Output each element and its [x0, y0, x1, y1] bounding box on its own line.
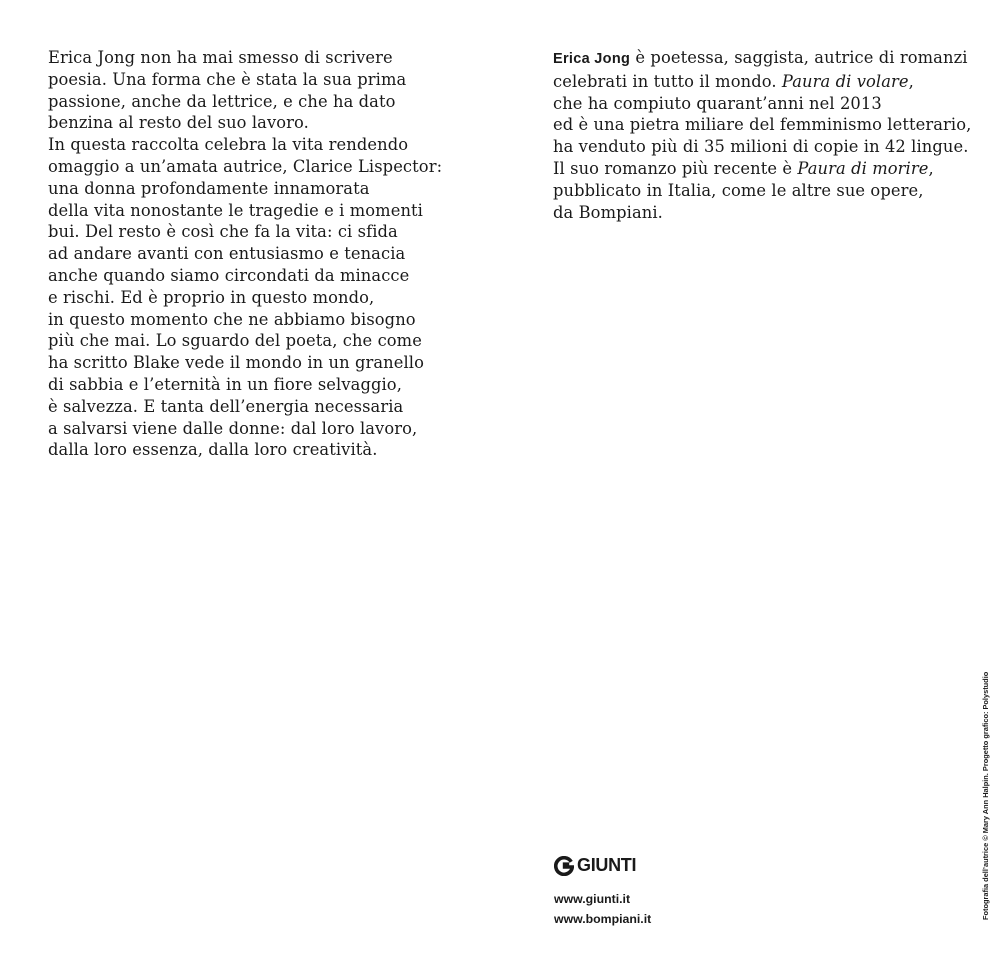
bio-line: da Bompiani.	[553, 202, 663, 222]
bio-line: ha venduto più di 35 milioni di copie in 42 lingue.	[553, 137, 969, 157]
book-title: Paura di volare	[781, 71, 909, 91]
description-line: ad andare avanti con entusiasmo e tenacia	[48, 244, 406, 264]
description-line: è salvezza. E tanta dell’energia necessaria	[48, 396, 404, 416]
bompiani-link[interactable]: www.bompiani.it	[554, 912, 652, 926]
bio-line: pubblicato in Italia, come le altre sue opere,	[553, 180, 924, 200]
bio-line: ed è una pietra miliare del femminismo letterario,	[553, 115, 972, 135]
description-text	[48, 47, 448, 461]
bio-text: è poetessa, saggista, autrice di romanzi	[630, 48, 968, 67]
photo-credit: Fotografia dell’autrice © Mary Ann Halpin. Progetto grafico: Polystudio	[981, 671, 990, 920]
bio-line: che ha compiuto quarant’anni nel 2013	[553, 93, 882, 113]
giunti-link[interactable]: www.giunti.it	[554, 892, 631, 906]
description-line: in questo momento che ne abbiamo bisogno	[48, 309, 416, 329]
bio-line	[553, 158, 983, 180]
bio-text: Il suo romanzo più recente è	[553, 158, 798, 178]
description-line: una donna profondamente innamorata	[48, 178, 370, 198]
book-title: Paura di morire	[797, 158, 929, 178]
author-name: Erica Jong	[553, 51, 631, 67]
description-line: In questa raccolta celebra la vita rendendo	[48, 135, 409, 155]
description-line: poesia. Una forma che è stata la sua prima	[48, 69, 407, 89]
description-line: dalla loro essenza, dalla loro creatività.	[48, 440, 378, 460]
bio-text: ,	[908, 71, 914, 91]
description-line: Erica Jong non ha mai smesso di scrivere	[48, 48, 393, 67]
description-line: anche quando siamo circondati da minacce	[48, 265, 410, 285]
giunti-g-icon	[554, 856, 574, 876]
description-line: bui. Del resto è così che fa la vita: ci sfida	[48, 222, 398, 242]
publisher-logo	[554, 855, 636, 876]
description-line: benzina al resto del suo lavoro.	[48, 113, 309, 133]
description-line: più che mai. Lo sguardo del poeta, che come	[48, 331, 422, 351]
description-line: di sabbia e l’eternità in un fiore selvaggio,	[48, 374, 402, 394]
publisher-urls	[554, 889, 651, 929]
description-line: omaggio a un’amata autrice, Clarice Lispector:	[48, 156, 443, 176]
bio-text: celebrati in tutto il mondo.	[553, 71, 782, 91]
description-line: e rischi. Ed è proprio in questo mondo,	[48, 287, 375, 307]
description-line: ha scritto Blake vede il mondo in un granello	[48, 353, 424, 373]
bio-text: ,	[928, 158, 934, 178]
description-line: passione, anche da lettrice, e che ha dato	[48, 91, 396, 111]
description-line: della vita nonostante le tragedie e i momenti	[48, 200, 423, 220]
publisher-name: GIUNTI	[577, 855, 637, 875]
description-line: a salvarsi viene dalle donne: dal loro lavoro,	[48, 418, 418, 438]
bio-line	[553, 47, 983, 71]
author-bio	[553, 47, 983, 223]
bio-line	[553, 71, 983, 93]
